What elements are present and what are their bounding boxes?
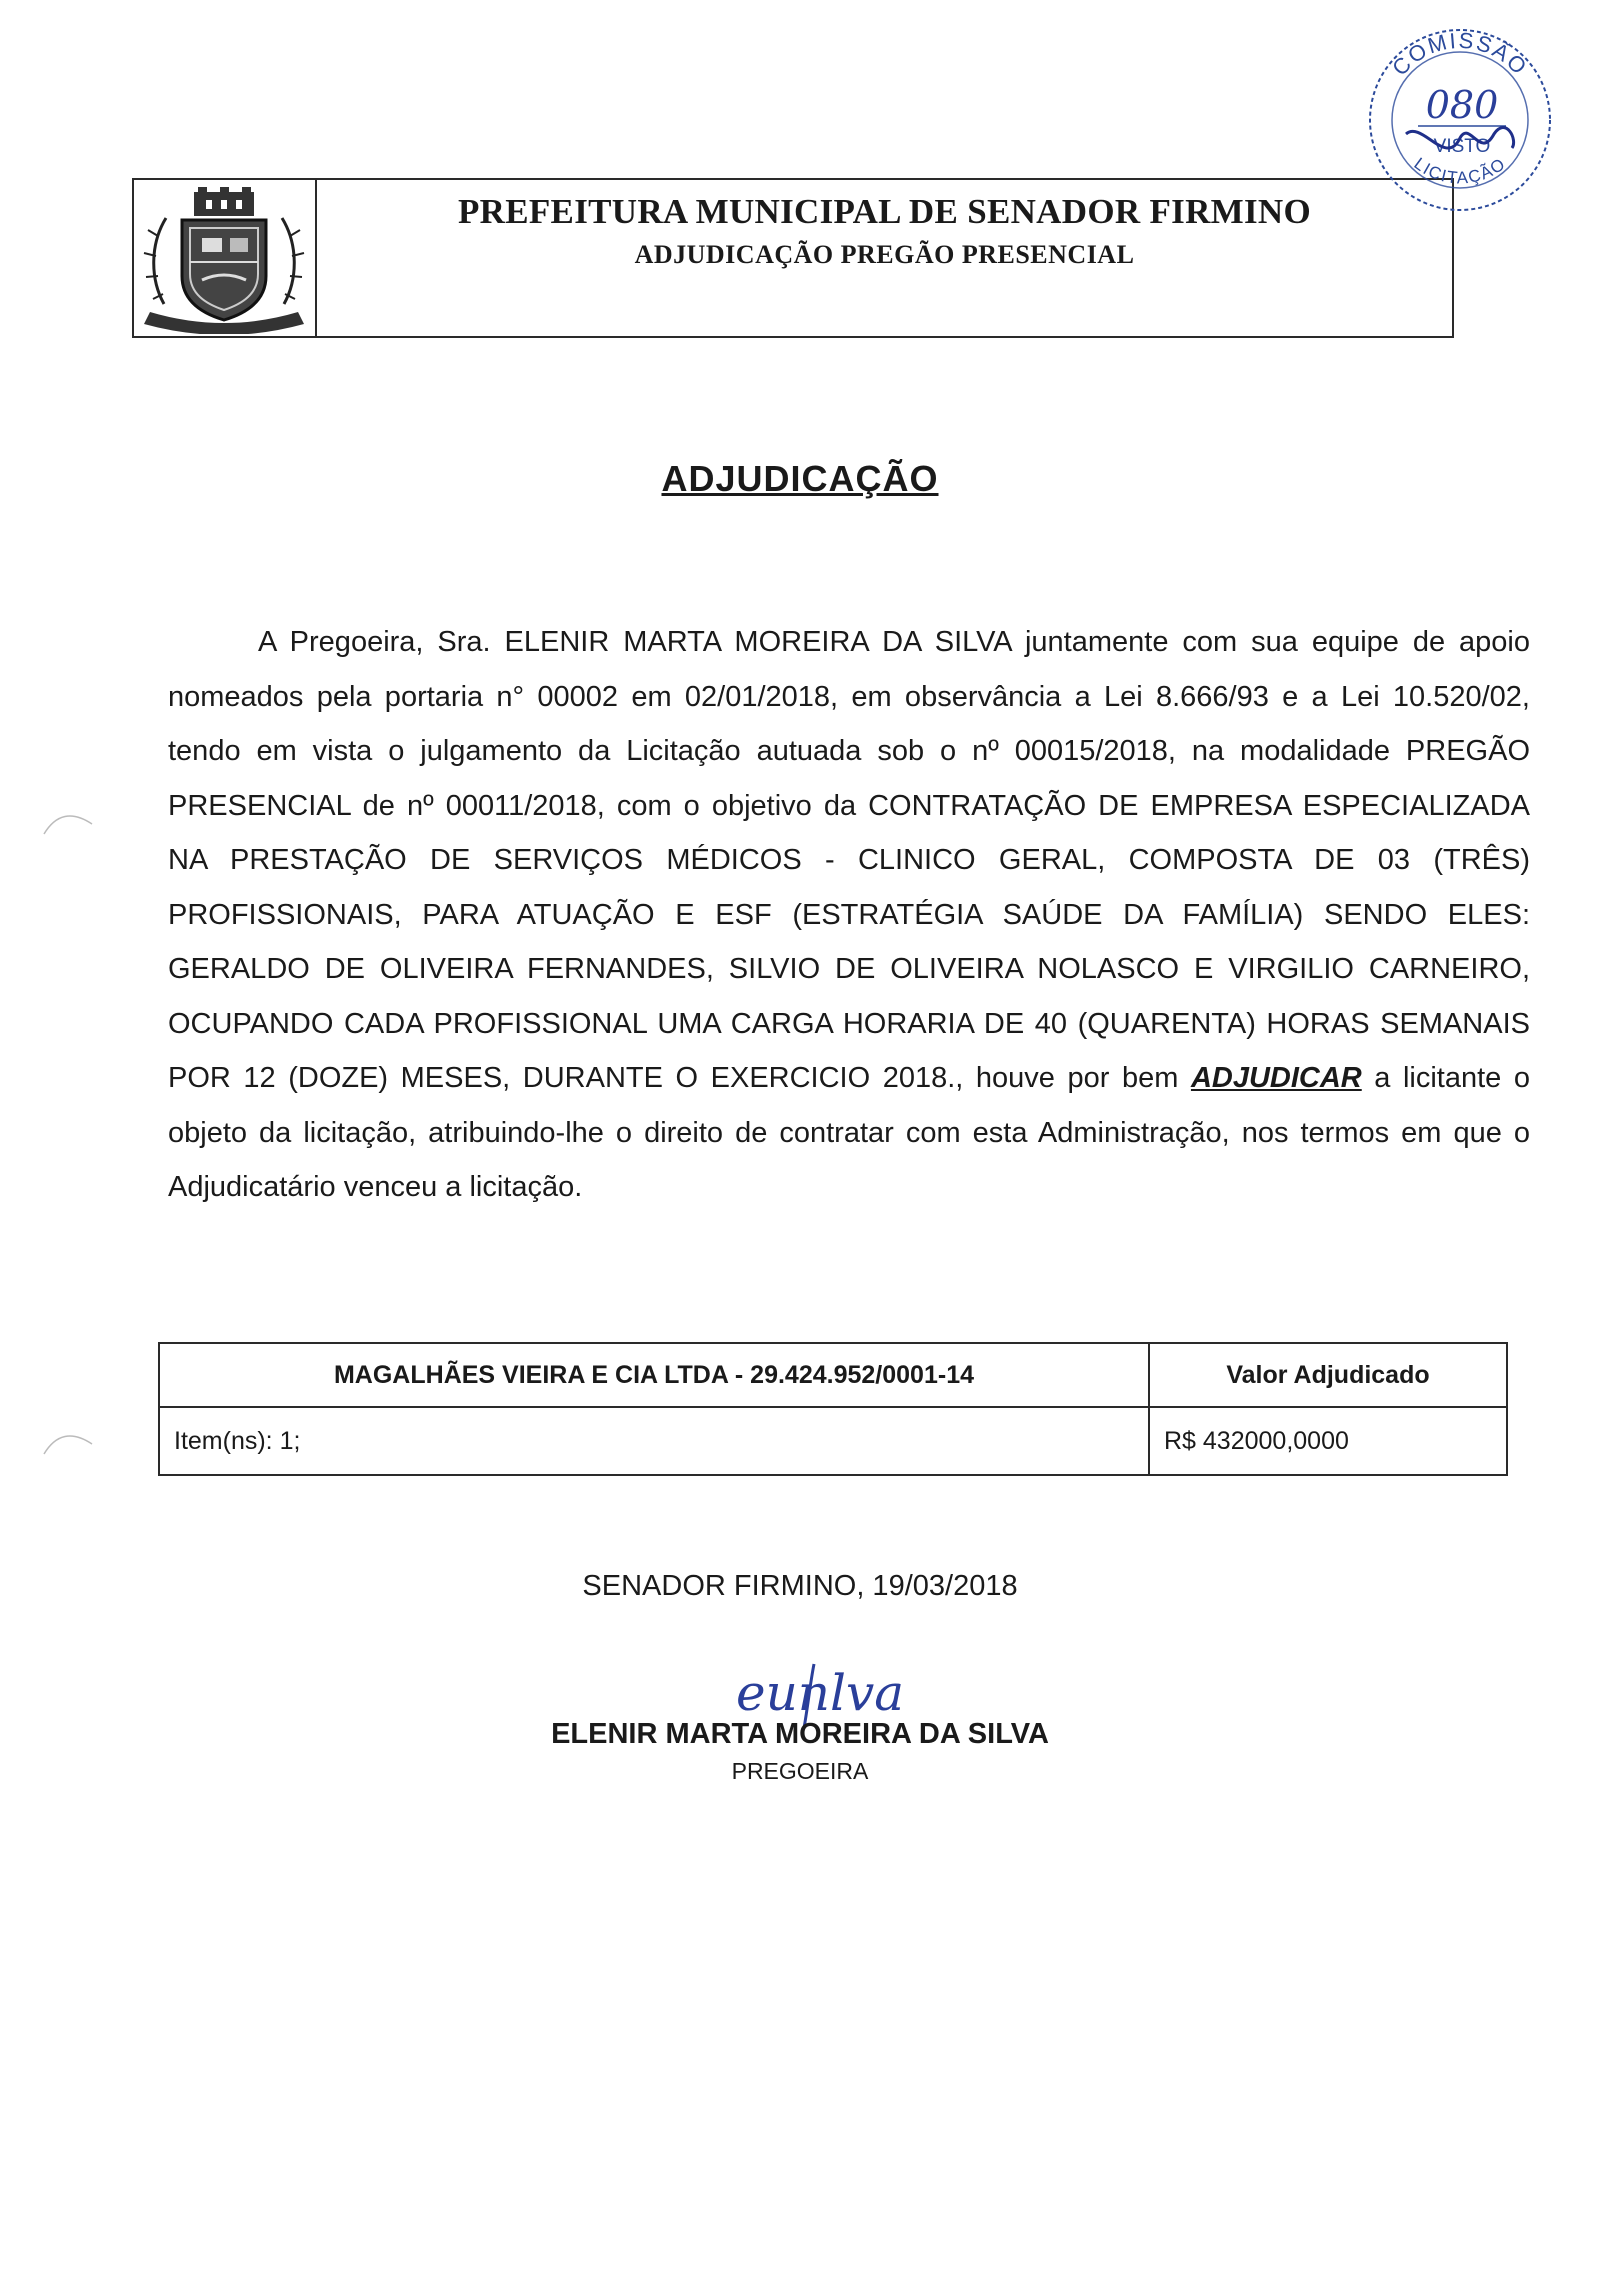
document-type: ADJUDICAÇÃO PREGÃO PRESENCIAL	[634, 240, 1135, 269]
punch-hole-icon	[40, 1420, 100, 1460]
municipal-crest-icon	[136, 184, 312, 334]
signer-name: ELENIR MARTA MOREIRA DA SILVA	[551, 1718, 1049, 1750]
document-header	[132, 178, 1454, 338]
body-text-part1: A Pregoeira, Sra. ELENIR MARTA MOREIRA DA SILVA juntamente com sua equipe de apoio nomeados pela portaria n° 00002 em 02/01/2018, em observância a Lei 8.666/93 e a Lei 10.520/02, tendo em vista o julgamento da Licitação autuada sob o nº 00015/2018, na modalidade PREGÃO PRESENCIAL de nº 00011/2018, com o objetivo da CONTRATAÇÃO DE EMPRESA ESPECIALIZADA NA PRESTAÇÃO DE SERVIÇOS MÉDICOS - CLINICO GERAL, COMPOSTA DE 03 (TRÊS) PROFISSIONAIS, PARA ATUAÇÃO E ESF (ESTRATÉGIA SAÚDE DA FAMÍLIA) SENDO ELES: GERALDO DE OLIVEIRA FERNANDES, SILVIO DE OLIVEIRA NOLASCO E VIRGILIO CARNEIRO, OCUPANDO CADA PROFISSIONAL UMA CARGA HORARIA DE 40 (QUARENTA) HORAS SEMANAIS POR 12 (DOZE) MESES, DURANTE O EXERCICIO 2018., houve por bem	[168, 626, 1530, 1094]
stamp-bottom-text: LICITAÇÃO	[1410, 153, 1510, 188]
value-cell: R$ 432000,0000	[1149, 1407, 1507, 1475]
crest-cell	[134, 180, 317, 336]
items-cell: Item(ns): 1;	[159, 1407, 1149, 1475]
adjudicar-emphasis: ADJUDICAR	[1190, 1062, 1362, 1094]
place-date: SENADOR FIRMINO, 19/03/2018	[582, 1570, 1018, 1602]
stamp-visto: VISTO	[1433, 136, 1491, 157]
header-text-block	[317, 180, 1452, 336]
signer-role: PREGOEIRA	[731, 1758, 869, 1784]
value-header-cell: Valor Adjudicado	[1149, 1343, 1507, 1407]
stamp-page-number: 080	[1425, 83, 1499, 127]
document-title: ADJUDICAÇÃO	[661, 458, 939, 499]
punch-hole-icon	[40, 800, 100, 840]
stamp-top-text: COMISSÃO	[1387, 27, 1533, 81]
table-row	[159, 1407, 1507, 1475]
organization-name: PREFEITURA MUNICIPAL DE SENADOR FIRMINO	[457, 192, 1312, 231]
body-paragraph	[168, 615, 1530, 1215]
signature-script: eunlva	[736, 1664, 905, 1722]
table-row	[159, 1343, 1507, 1407]
commission-stamp-icon	[1362, 22, 1558, 218]
body-text-part2: a licitante o objeto da licitação, atribuindo-lhe o direito de contratar com esta Administração, nos termos em que o Adjudicatário venceu a licitação.	[168, 1062, 1530, 1203]
award-table	[158, 1342, 1508, 1476]
company-header-cell: MAGALHÃES VIEIRA E CIA LTDA - 29.424.952/0001-14	[159, 1343, 1149, 1407]
